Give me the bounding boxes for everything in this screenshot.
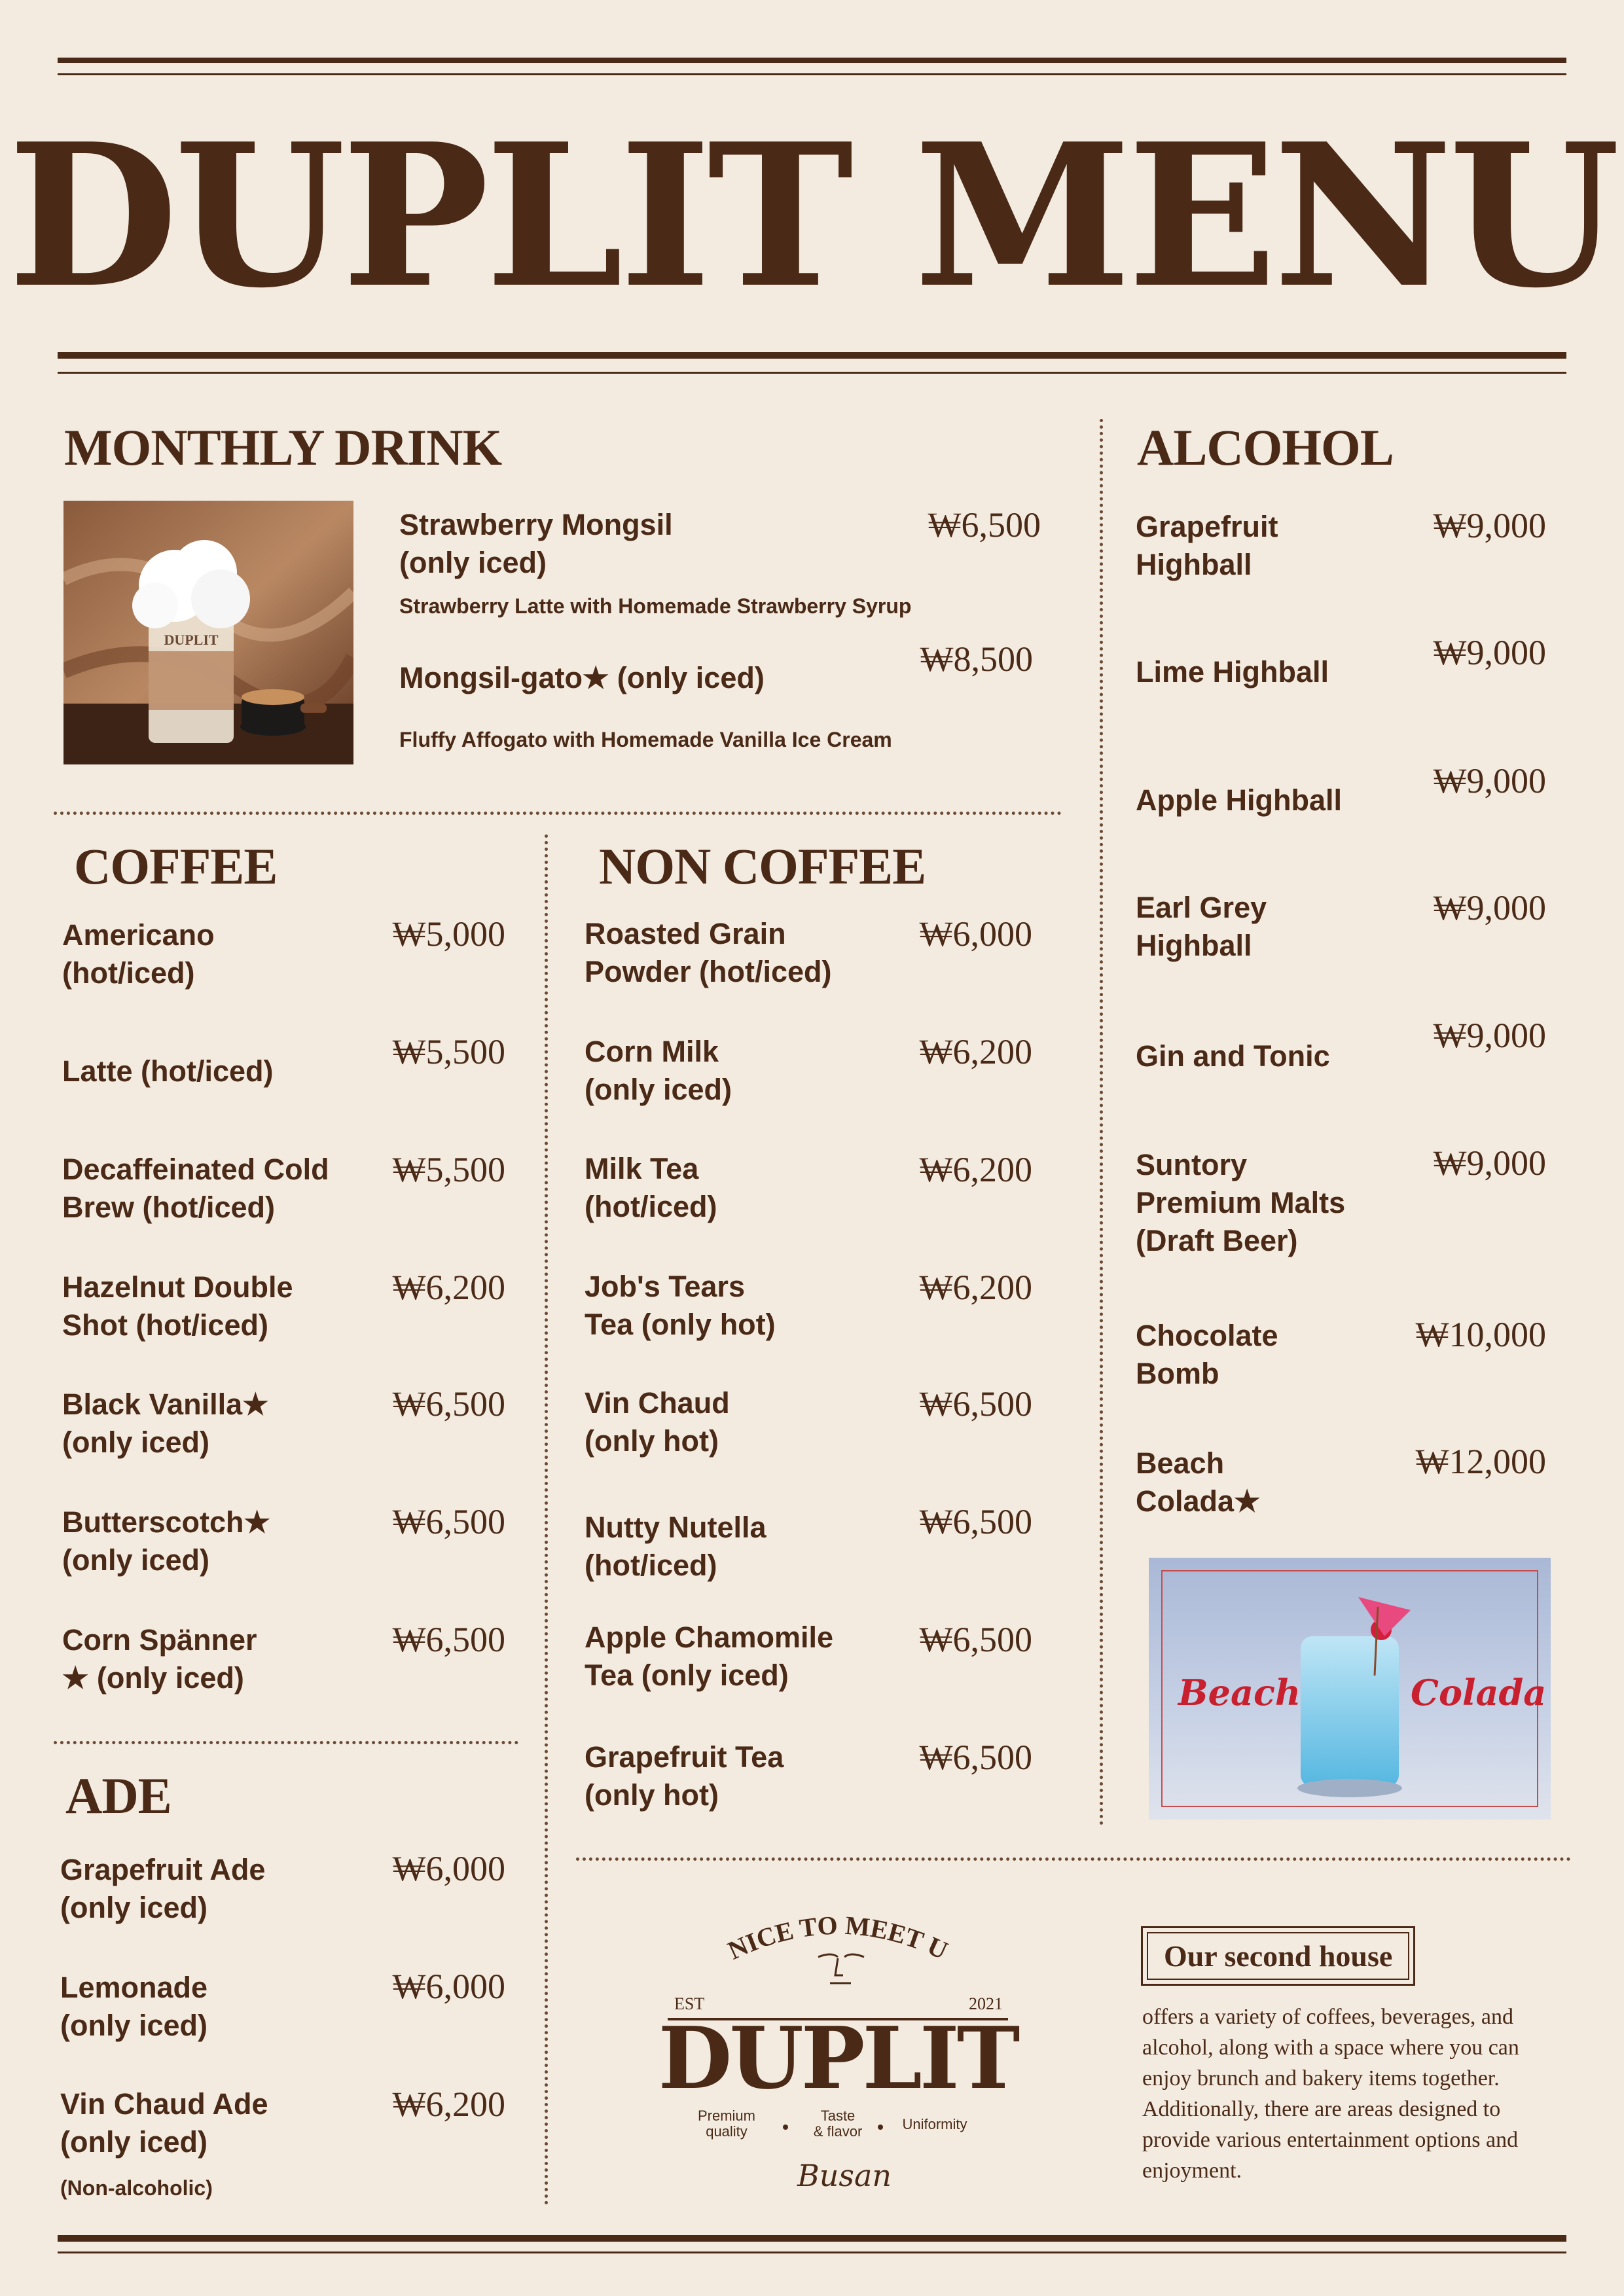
face-icon [818, 1954, 864, 1983]
noncoffee-item-name: Vin Chaud (only hot) [585, 1386, 730, 1458]
noncoffee-item-name: Roasted Grain Powder (hot/iced) [585, 917, 832, 988]
alcohol-item-name: Beach Colada★ [1136, 1446, 1261, 1518]
coffee-title: COFFEE [74, 838, 278, 895]
monthly-item-1-desc: Strawberry Latte with Homemade Strawberry Syrup [399, 594, 912, 618]
alcohol-item-price: ₩12,000 [1415, 1442, 1546, 1481]
menu-title: DUPLIT MENU [8, 100, 1616, 331]
duplit-logo [655, 1898, 1021, 2206]
coffee-item-name: Corn Spänner ★ (only iced) [62, 1623, 257, 1695]
noncoffee-item-name: Job's Tears Tea (only hot) [585, 1270, 776, 1341]
noncoffee-item-name: Milk Tea (hot/iced) [585, 1152, 717, 1223]
logo-city: Busan [797, 2158, 892, 2193]
coffee-item-name: Decaffeinated Cold Brew (hot/iced) [62, 1153, 329, 1224]
noncoffee-item-name: Nutty Nutella (hot/iced) [585, 1511, 767, 1582]
noncoffee-item-name: Corn Milk (only iced) [585, 1035, 732, 1106]
divider-coffee-ade [54, 1741, 518, 1744]
top-rule-thick [58, 58, 1566, 63]
top-rule-thin [58, 73, 1566, 75]
monthly-item-2-name: Mongsil-gato★ (only iced) [399, 661, 765, 694]
bottom-rule-thin [58, 2251, 1566, 2253]
coffee-item-price: ₩6,500 [392, 1620, 505, 1659]
alcohol-item-name: Apple Highball [1136, 783, 1342, 817]
alcohol-item-price: ₩9,000 [1433, 633, 1546, 672]
coffee-item-name: Latte (hot/iced) [62, 1054, 274, 1088]
ade-item-price: ₩6,200 [392, 2085, 505, 2124]
beach-label: Beach [1178, 1672, 1301, 1713]
coffee-item-price: ₩5,000 [392, 914, 505, 954]
monthly-title: MONTHLY DRINK [64, 419, 502, 476]
noncoffee-item-price: ₩6,500 [919, 1738, 1032, 1777]
house-title: Our second house [1147, 1932, 1409, 1980]
title-rule-thin [58, 372, 1566, 374]
coffee-item-price: ₩6,200 [392, 1268, 505, 1307]
noncoffee-item-name: Apple Chamomile Tea (only iced) [585, 1621, 834, 1692]
house-text: offers a variety of coffees, beverages, and alcohol, along with a space where you can enjoy brunch and bakery items together. Additionally, there are areas designed to provide various entertainment options and enjoyment. [1142, 2005, 1519, 2183]
ade-note: (Non-alcoholic) [60, 2176, 213, 2200]
colada-label: Colada [1411, 1672, 1547, 1713]
cup-label: DUPLIT [164, 632, 219, 648]
bottom-rule-thick [58, 2235, 1566, 2242]
alcohol-item-price: ₩9,000 [1433, 1143, 1546, 1183]
alcohol-item-name: Chocolate Bomb [1136, 1319, 1278, 1390]
alcohol-item-name: Grapefruit Highball [1136, 510, 1278, 581]
alcohol-item-price: ₩9,000 [1433, 761, 1546, 800]
logo-tag-2: Taste & flavor [813, 2108, 863, 2140]
logo-arc-text: NICE TO MEET U [723, 1910, 952, 1965]
divider-alcohol-vertical [1100, 419, 1103, 1826]
coffee-item-name: Hazelnut Double Shot (hot/iced) [62, 1270, 293, 1342]
alcohol-item-price: ₩10,000 [1415, 1315, 1546, 1354]
coffee-item-name: Butterscotch★ (only iced) [62, 1505, 270, 1577]
ade-item-price: ₩6,000 [392, 1967, 505, 2006]
alcohol-item-price: ₩9,000 [1433, 1016, 1546, 1055]
ade-item-name: Grapefruit Ade (only iced) [60, 1853, 266, 1924]
logo-est: EST [674, 1994, 705, 2013]
noncoffee-item-name: Grapefruit Tea (only hot) [585, 1740, 784, 1812]
monthly-item-2-desc: Fluffy Affogato with Homemade Vanilla Ice Cream [399, 728, 892, 751]
alcohol-title: ALCOHOL [1137, 419, 1394, 476]
ade-item-name: Vin Chaud Ade (only iced) [60, 2087, 268, 2159]
logo-tag-3: Uniformity [902, 2116, 967, 2132]
monthly-item-2-price: ₩8,500 [920, 639, 1033, 679]
noncoffee-item-price: ₩6,500 [919, 1620, 1032, 1659]
coffee-item-name: Americano (hot/iced) [62, 918, 215, 990]
coffee-item-name: Black Vanilla★ (only iced) [62, 1388, 269, 1459]
monthly-item-1-name: Strawberry Mongsil (only iced) [399, 508, 673, 579]
coffee-item-price: ₩6,500 [392, 1502, 505, 1541]
noncoffee-item-price: ₩6,500 [919, 1384, 1032, 1424]
coffee-item-price: ₩6,500 [392, 1384, 505, 1424]
divider-coffee-vertical [545, 834, 548, 2206]
coffee-item-price: ₩5,500 [392, 1032, 505, 1071]
ade-title: ADE [65, 1767, 171, 1824]
noncoffee-item-price: ₩6,200 [919, 1032, 1032, 1071]
alcohol-item-name: Suntory Premium Malts (Draft Beer) [1136, 1148, 1346, 1257]
noncoffee-item-price: ₩6,000 [919, 914, 1032, 954]
noncoffee-item-price: ₩6,200 [919, 1268, 1032, 1307]
ade-item-price: ₩6,000 [392, 1849, 505, 1888]
alcohol-item-name: Lime Highball [1136, 655, 1329, 689]
coffee-item-price: ₩5,500 [392, 1150, 505, 1189]
ade-item-name: Lemonade (only iced) [60, 1971, 208, 2042]
alcohol-item-name: Gin and Tonic [1136, 1039, 1330, 1073]
monthly-item-1-price: ₩6,500 [928, 505, 1041, 545]
logo-tag-1: Premium quality [697, 2108, 756, 2140]
divider-monthly [54, 812, 1062, 815]
title-rule-thick [58, 352, 1566, 359]
divider-logo [576, 1857, 1571, 1861]
noncoffee-item-price: ₩6,500 [919, 1502, 1032, 1541]
alcohol-item-price: ₩9,000 [1433, 506, 1546, 545]
beach-colada-photo [1149, 1558, 1551, 1820]
monthly-drink-photo [63, 501, 353, 764]
logo-name: DUPLIT [658, 2008, 1018, 2108]
noncoffee-item-price: ₩6,200 [919, 1150, 1032, 1189]
alcohol-item-price: ₩9,000 [1433, 888, 1546, 927]
alcohol-item-name: Earl Grey Highball [1136, 891, 1267, 962]
noncoffee-title: NON COFFEE [599, 838, 926, 895]
logo-year: 2021 [969, 1994, 1003, 2013]
house-title-box [1141, 1926, 1415, 1986]
